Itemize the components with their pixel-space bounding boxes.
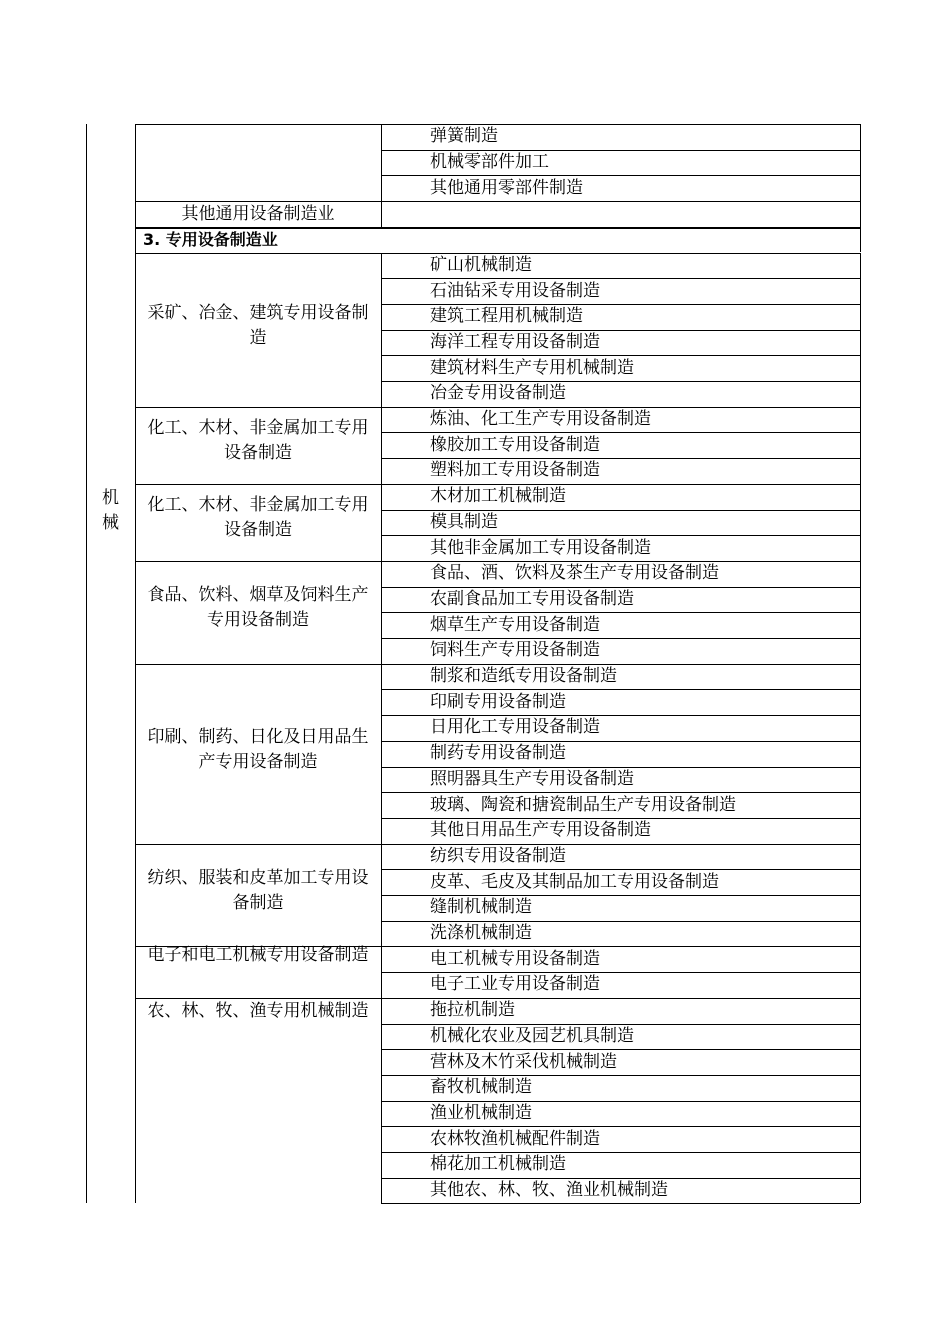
- item-cell: 其他通用零部件制造: [430, 177, 583, 198]
- row-divider: [135, 664, 381, 665]
- item-cell: 机械化农业及园艺机具制造: [430, 1025, 634, 1046]
- item-cell: 塑料加工专用设备制造: [430, 460, 600, 481]
- item-cell: 农副食品加工专用设备制造: [430, 588, 634, 609]
- item-cell: 电工机械专用设备制造: [430, 948, 600, 969]
- row-divider: [135, 407, 381, 408]
- item-cell: 渔业机械制造: [430, 1102, 532, 1123]
- item-cell: 电子工业专用设备制造: [430, 974, 600, 995]
- row-divider: [135, 561, 381, 562]
- item-cell: 冶金专用设备制造: [430, 383, 566, 404]
- section-title: 3. 专用设备制造业: [143, 230, 278, 250]
- column-divider: [381, 253, 382, 1204]
- item-cell: 日用化工专用设备制造: [430, 717, 600, 738]
- item-cell: 营林及木竹采伐机械制造: [430, 1051, 617, 1072]
- group-label-cell: 化工、木材、非金属加工专用设备制造: [147, 418, 369, 464]
- group-label-cell: 食品、饮料、烟草及饲料生产专用设备制造: [147, 585, 369, 631]
- row-divider: [381, 1203, 860, 1204]
- item-cell: 石油钻采专用设备制造: [430, 280, 600, 301]
- item-cell: 制药专用设备制造: [430, 743, 566, 764]
- item-cell: 机械零部件加工: [430, 152, 549, 173]
- item-cell: 饲料生产专用设备制造: [430, 640, 600, 661]
- category-label: [86, 486, 135, 536]
- table-right-border: [860, 227, 861, 253]
- item-cell: 食品、酒、饮料及茶生产专用设备制造: [430, 563, 719, 584]
- group-label-cell: 纺织、服装和皮革加工专用设备制造: [147, 868, 369, 913]
- item-cell: 木材加工机械制造: [430, 486, 566, 507]
- row-divider: [135, 844, 381, 845]
- group-label-cell: 采矿、冶金、建筑专用设备制造: [147, 302, 369, 348]
- item-cell: 其他日用品生产专用设备制造: [430, 820, 651, 841]
- item-cell: 橡胶加工专用设备制造: [430, 434, 600, 455]
- column-divider: [135, 124, 136, 1203]
- group-label-cell: 农、林、牧、渔专用机械制造: [147, 1000, 369, 1021]
- item-cell: 制浆和造纸专用设备制造: [430, 666, 617, 687]
- item-cell: 矿山机械制造: [430, 254, 532, 275]
- group-label-cell: 电子和电工机械专用设备制造: [147, 945, 369, 966]
- row-divider: [135, 484, 381, 485]
- item-cell: 海洋工程专用设备制造: [430, 331, 600, 352]
- item-cell: 纺织专用设备制造: [430, 845, 566, 866]
- table-left-border: [86, 124, 87, 1203]
- item-cell: 印刷专用设备制造: [430, 691, 566, 712]
- item-cell: 模具制造: [430, 511, 498, 532]
- column-divider: [381, 124, 382, 227]
- group-label-cell: 化工、木材、非金属加工专用设备制造: [147, 495, 369, 541]
- table-right-border: [860, 253, 861, 1204]
- item-cell: 其他农、林、牧、渔业机械制造: [430, 1180, 668, 1201]
- item-cell: 畜牧机械制造: [430, 1077, 532, 1098]
- category-label-char: 械: [102, 513, 119, 533]
- item-cell: 拖拉机制造: [430, 1000, 515, 1021]
- item-cell: 棉花加工机械制造: [430, 1154, 566, 1175]
- group-label-cell: 印刷、制药、日化及日用品生产专用设备制造: [147, 726, 369, 772]
- item-cell: 玻璃、陶瓷和搪瓷制品生产专用设备制造: [430, 794, 736, 815]
- group-label-cell: 其他通用设备制造业: [181, 203, 335, 224]
- item-cell: 缝制机械制造: [430, 897, 532, 918]
- item-cell: 照明器具生产专用设备制造: [430, 768, 634, 789]
- item-cell: 皮革、毛皮及其制品加工专用设备制造: [430, 871, 719, 892]
- item-cell: 农林牧渔机械配件制造: [430, 1128, 600, 1149]
- item-cell: 弹簧制造: [430, 126, 498, 147]
- item-cell: 其他非金属加工专用设备制造: [430, 537, 651, 558]
- item-cell: 建筑材料生产专用机械制造: [430, 357, 634, 378]
- item-cell: 建筑工程用机械制造: [430, 306, 583, 327]
- table-right-border: [860, 124, 861, 228]
- category-label-char: 机: [102, 488, 119, 508]
- item-cell: 烟草生产专用设备制造: [430, 614, 600, 635]
- item-cell: 炼油、化工生产专用设备制造: [430, 409, 651, 430]
- item-cell: 洗涤机械制造: [430, 923, 532, 944]
